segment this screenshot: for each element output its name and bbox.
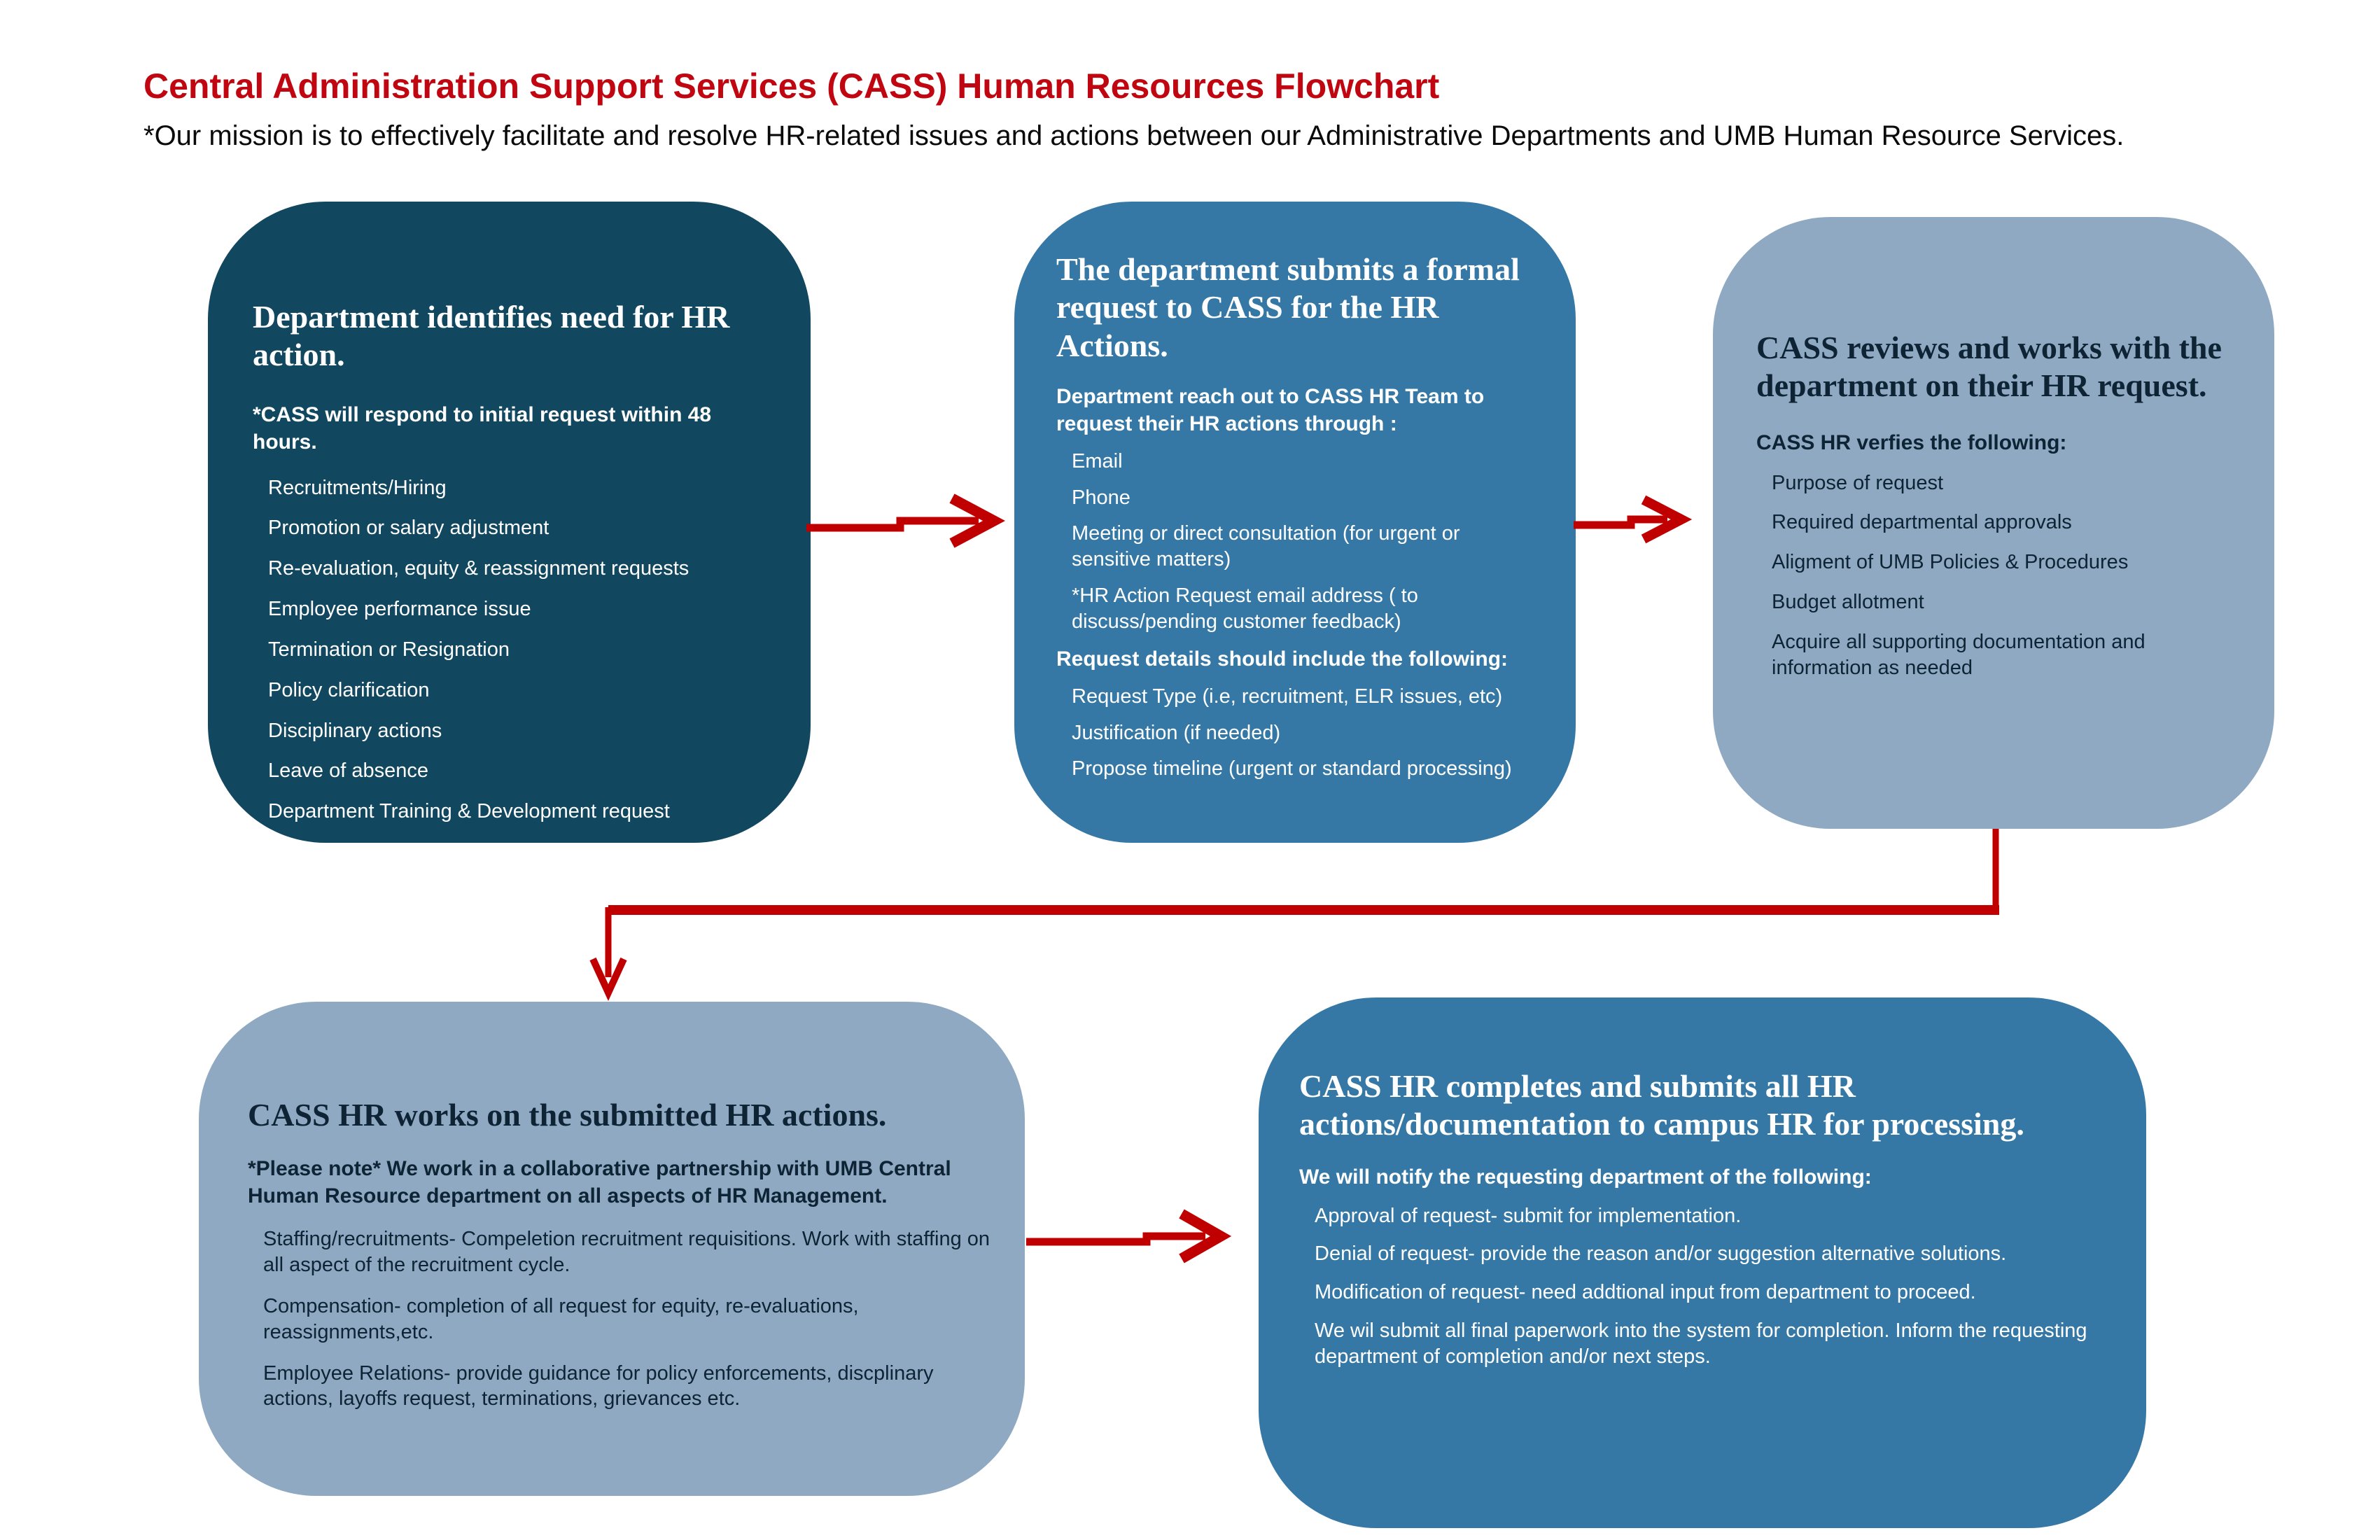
list-item: Policy clarification <box>268 678 430 701</box>
box-item-list <box>1056 449 1534 635</box>
box-heading: Department identifies need for HR action. <box>253 299 730 373</box>
box-item-list <box>248 1226 1008 1412</box>
list-item: Aligment of UMB Policies & Procedures <box>1772 551 2129 574</box>
box-note-secondary: Request details should include the following: <box>1056 647 1508 671</box>
box-item-list <box>1756 470 2238 681</box>
list-item: Promotion or salary adjustment <box>268 517 550 540</box>
list-item: Employee performance issue <box>268 598 531 621</box>
list-item: Propose timeline (urgent or standard processing) <box>1072 757 1512 780</box>
flow-box-cass-completes <box>1259 997 2146 1528</box>
list-item: Denial of request- provide the reason and/or suggestion alternative solutions. <box>1315 1242 2007 1266</box>
list-item: Budget allotment <box>1772 591 1924 614</box>
list-item: Modification of request- need addtional input from department to proceed. <box>1315 1281 1976 1304</box>
flow-box-identify-need <box>208 202 811 843</box>
list-item: Recruitments/Hiring <box>268 476 447 499</box>
list-item: *HR Action Request email address ( to discuss/pending customer feedback) <box>1072 584 1418 633</box>
arrow-works-to-completes <box>1026 1214 1221 1259</box>
list-item: Approval of request- submit for implementation. <box>1315 1204 1742 1227</box>
list-item: Department Training & Development request <box>268 800 670 823</box>
flow-box-submit-request <box>1014 202 1576 843</box>
flow-box-cass-works <box>199 1002 1025 1496</box>
arrow-identify-to-submit <box>806 498 994 543</box>
box-note: Department reach out to CASS HR Team to request their HR actions through : <box>1056 384 1485 435</box>
box-item-list <box>1056 684 1534 782</box>
box-heading: The department submits a formal request to CASS for the HR Actions. <box>1056 251 1520 363</box>
box-note: *Please note* We work in a collaborative partnership with UMB Central Human Resource department on all aspects of HR Management. <box>248 1157 951 1208</box>
list-item: Employee Relations- provide guidance for policy enforcements, discplinary actions, layoffs request, terminations, grievances etc. <box>263 1362 934 1410</box>
list-item: We wil submit all final paperwork into the system for completion. Inform the requesting department of completion and/or next steps. <box>1315 1320 2087 1368</box>
list-item: Meeting or direct consultation (for urgent or sensitive matters) <box>1072 522 1460 571</box>
list-item: Staffing/recruitments- Compeletion recruitment requisitions. Work with staffing on all aspect of the recruitment cycle. <box>263 1228 990 1277</box>
box-note: *CASS will respond to initial request within 48 hours. <box>253 402 712 454</box>
box-item-list <box>1299 1203 2127 1370</box>
box-heading: CASS HR completes and submits all HR actions/documentation to campus HR for processing. <box>1299 1068 2024 1142</box>
list-item: Compensation- completion of all request for equity, re-evaluations, reassignments,etc. <box>263 1294 859 1343</box>
box-note: We will notify the requesting department of the following: <box>1299 1165 1872 1189</box>
box-heading: CASS HR works on the submitted HR actions. <box>248 1097 887 1133</box>
list-item: Justification (if needed) <box>1072 721 1281 744</box>
list-item: Disciplinary actions <box>268 719 442 742</box>
list-item: Re-evaluation, equity & reassignment requests <box>268 557 690 580</box>
list-item: Required departmental approvals <box>1772 511 2072 534</box>
list-item: Termination or Resignation <box>268 638 510 661</box>
flow-box-cass-reviews <box>1713 217 2274 829</box>
list-item: Phone <box>1072 486 1130 509</box>
arrow-submit-to-review <box>1574 500 1681 539</box>
list-item: Leave of absence <box>268 760 428 783</box>
list-item: Request Type (i.e, recruitment, ELR issues, etc) <box>1072 685 1503 708</box>
arrow-review-to-works-elbow <box>593 829 1999 993</box>
list-item: Email <box>1072 449 1123 472</box>
box-item-list <box>253 475 776 825</box>
page-subtitle: *Our mission is to effectively facilitate and resolve HR-related issues and actions between our Administrative Departments and UMB Human Resource Services. <box>144 120 2124 151</box>
list-item: Purpose of request <box>1772 471 1944 494</box>
page-title: Central Administration Support Services (CASS) Human Resources Flowchart <box>144 66 1440 106</box>
list-item: Acquire all supporting documentation and information as needed <box>1772 630 2146 679</box>
box-heading: CASS reviews and works with the department on their HR request. <box>1756 330 2222 404</box>
box-note: CASS HR verfies the following: <box>1756 430 2067 454</box>
